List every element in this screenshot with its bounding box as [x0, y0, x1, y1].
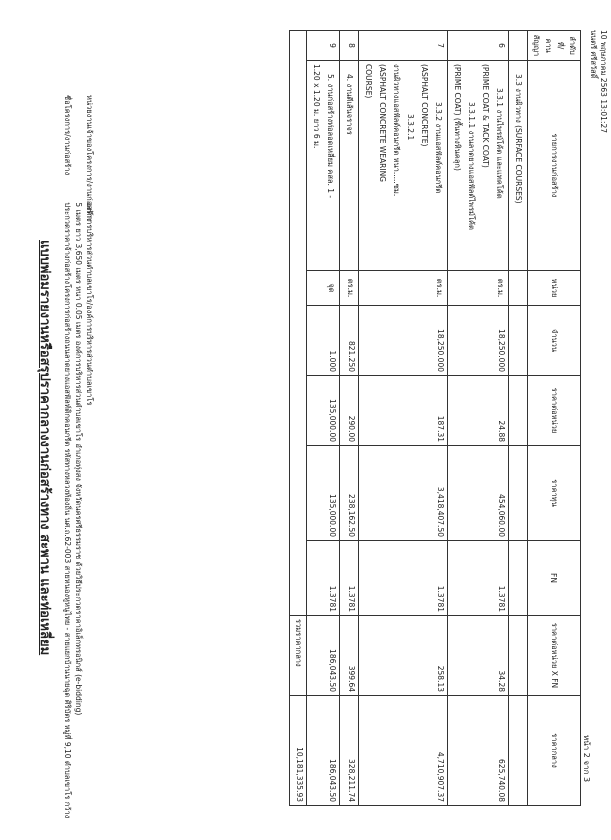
row-unit-price: 290.00 — [340, 376, 359, 446]
row-fn: 1.3781 — [448, 541, 509, 616]
row-desc-line: 1.20 x 1.20 ม. ยาว 6 ม. — [312, 64, 321, 149]
row-unit-fn: 34.28 — [448, 616, 509, 696]
grand-total-label: รวมราคากลาง — [290, 616, 307, 696]
project-label: ชื่อโครงการ/งานก่อสร้าง — [63, 95, 72, 176]
print-datetime: 10 พฤษภาคม 2563 13:01:27 — [599, 30, 608, 134]
cost-table — [289, 30, 581, 806]
row-desc-line: (PRIME COAT & TACK COAT) — [481, 64, 490, 168]
row-cost: 135,000.00 — [307, 446, 340, 541]
owner-label: หน่วยงานเจ้าของโครงการ/งานก่อสร้าง — [85, 95, 94, 222]
col-header-desc: รายการงานก่อสร้าง — [528, 61, 581, 271]
row-total: 4,710,907.37 — [359, 696, 448, 806]
row-cost: 3,418,407.50 — [359, 446, 448, 541]
row-desc-line: 3.3.2.1 — [406, 114, 415, 141]
table-row — [359, 31, 448, 806]
row-unit-price: 24.88 — [448, 376, 509, 446]
row-no: 8 — [340, 31, 359, 61]
row-no: 7 — [359, 31, 448, 61]
row-qty: 821.250 — [340, 306, 359, 376]
row-unit-fn: 258.13 — [359, 616, 448, 696]
row-total: 186,043.50 — [307, 696, 340, 806]
row-desc-line: 3.3.1.1 งานลาดยางแอสฟัลต์ไพรม์โค้ต — [467, 102, 476, 230]
signer-name: นนตรี ศรีสวัสดิ์ — [589, 30, 598, 79]
row-desc-line: 5. งานก่อสร้างท่อลอดเหลี่ยม คสล. 1 - — [326, 74, 335, 199]
row-desc-line: 3.3.2 งานแอสฟัลต์คอนกรีต — [434, 102, 443, 194]
row-total: 328,211.74 — [340, 696, 359, 806]
col-header-qty: จำนวน — [528, 306, 581, 376]
row-unit-price: 135,000.00 — [307, 376, 340, 446]
owner-value: องค์การบริหารส่วนตำบลเขาโร/องค์การบริหารส่วนตำบลเขาโร — [85, 202, 94, 406]
col-header-unit-fn: ราคาต่อหน่วย X FN — [528, 616, 581, 696]
row-desc-line: 4. งานตีเส้นจราจร — [345, 74, 354, 135]
col-header-unit: หน่วย — [528, 271, 581, 306]
page-title: แบบพ่อมรายงานหรือสรุปราคากลางงานก่อสร้างทาง สะพาน และท่อเหลี่ยม — [37, 240, 52, 656]
row-qty: 18,250.000 — [359, 306, 448, 376]
row-unit-fn: 399.64 — [340, 616, 359, 696]
table-header-row — [528, 31, 581, 806]
owner-line — [83, 95, 95, 405]
row-no: 9 — [307, 31, 340, 61]
row-unit: จุด — [307, 271, 340, 306]
row-desc-line: (PRIME COAT) (พื้นทางหินคลุก) — [453, 64, 462, 171]
row-desc-line: COURSE) — [364, 64, 373, 99]
size-value: 5 เมตร ยาว 3,650 เมตร หนา 0.05 เมตร องค์การบริหารส่วนตำบลเขาโร อำเภอทุ่งสง จังหวัดนครศรีธรรมราช ด้วยวิธีประกวดราคาอิเล็กทรอนิกส์ (e-bidding) — [74, 202, 83, 716]
row-qty: 18,250.000 — [448, 306, 509, 376]
page-number: หน้า 2 จาก 3 — [582, 735, 591, 783]
col-header-fn: FN — [528, 541, 581, 616]
grand-total-value: 10,181,335.93 — [290, 696, 307, 806]
row-desc-line: 3.3.1 งานไพรม์โค้ต และแทคโค้ต — [495, 88, 504, 199]
col-header-unit-price: ราคาต่อหน่วย — [528, 376, 581, 446]
row-cost: 454,060.00 — [448, 446, 509, 541]
row-unit: ตร.ม. — [340, 271, 359, 306]
table-row — [307, 31, 340, 806]
col-header-cost: ราคาทุน — [528, 446, 581, 541]
row-unit-price: 187.31 — [359, 376, 448, 446]
row-unit: ตร.ม. — [448, 271, 509, 306]
row-desc-line: (ASPHALT CONCRETE) — [420, 64, 429, 147]
table-row — [340, 31, 359, 806]
row-fn: 1.3781 — [359, 541, 448, 616]
table-row — [448, 31, 509, 806]
row-fn: 1.3781 — [307, 541, 340, 616]
col-header-no: ลำดับที่/ คานสัญญา — [528, 31, 581, 61]
row-no: 6 — [448, 31, 509, 61]
row-desc-line: (ASPHALT CONCRETE WEARING — [378, 64, 387, 182]
row-unit: ตร.ม. — [359, 271, 448, 306]
row-qty: 1.000 — [307, 306, 340, 376]
row-unit-fn: 186,043.50 — [307, 616, 340, 696]
row-cost: 238,162.50 — [340, 446, 359, 541]
total-row — [290, 31, 307, 806]
col-header-total: ราคากลาง — [528, 696, 581, 806]
row-desc-line: งานผิวทางแอสฟัลต์คอนกรีต หนา.....ซม. — [392, 64, 401, 197]
row-desc-line: 3.3 งานผิวทาง (SURFACE COURSES) — [514, 74, 523, 204]
row-total: 625,740.08 — [448, 696, 509, 806]
table-row — [509, 31, 528, 806]
row-fn: 1.3781 — [340, 541, 359, 616]
project-value: ประกวดราคาจ้างก่อสร้างโครงการก่อสร้างถนนลาดยางแอสฟัลท์ติกคอนกรีต รหัสทางหลวงท้องถิ่น นศ.ถ.62-003 สายหนองหูหนูไทย - สายแยกบ้านนายฉุด ศิริบัตร หมู่ที่ 9,10 ตำบลเขาโร กว้าง — [63, 202, 72, 819]
